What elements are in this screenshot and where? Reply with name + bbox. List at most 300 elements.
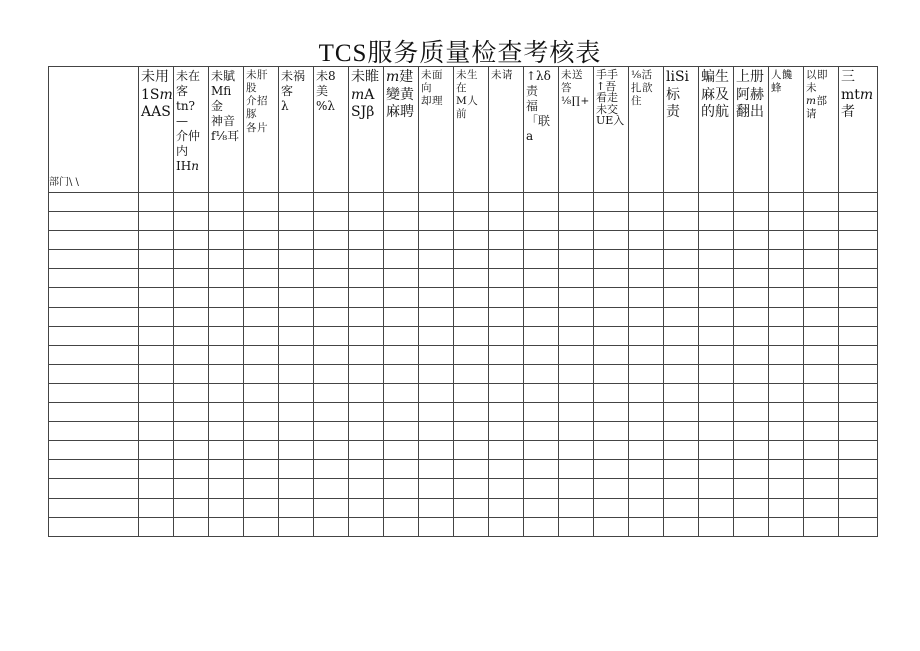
score-cell[interactable] (384, 403, 419, 422)
score-cell[interactable] (804, 231, 839, 250)
score-cell[interactable] (734, 231, 769, 250)
dept-cell[interactable] (49, 517, 139, 536)
score-cell[interactable] (664, 345, 699, 364)
score-cell[interactable] (559, 250, 594, 269)
score-cell[interactable] (349, 212, 384, 231)
score-cell[interactable] (594, 250, 629, 269)
score-cell[interactable] (349, 326, 384, 345)
score-cell[interactable] (804, 517, 839, 536)
score-cell[interactable] (314, 212, 349, 231)
score-cell[interactable] (279, 326, 314, 345)
score-cell[interactable] (769, 403, 804, 422)
score-cell[interactable] (349, 269, 384, 288)
score-cell[interactable] (384, 212, 419, 231)
score-cell[interactable] (419, 193, 454, 212)
score-cell[interactable] (174, 288, 209, 307)
score-cell[interactable] (279, 212, 314, 231)
score-cell[interactable] (839, 345, 878, 364)
score-cell[interactable] (839, 383, 878, 402)
score-cell[interactable] (559, 498, 594, 517)
score-cell[interactable] (699, 269, 734, 288)
score-cell[interactable] (244, 250, 279, 269)
score-cell[interactable] (419, 479, 454, 498)
score-cell[interactable] (174, 479, 209, 498)
score-cell[interactable] (349, 288, 384, 307)
score-cell[interactable] (419, 441, 454, 460)
score-cell[interactable] (419, 326, 454, 345)
score-cell[interactable] (839, 307, 878, 326)
score-cell[interactable] (349, 193, 384, 212)
score-cell[interactable] (349, 403, 384, 422)
score-cell[interactable] (419, 345, 454, 364)
score-cell[interactable] (454, 250, 489, 269)
dept-cell[interactable] (49, 498, 139, 517)
score-cell[interactable] (139, 288, 174, 307)
score-cell[interactable] (489, 441, 524, 460)
score-cell[interactable] (524, 517, 559, 536)
score-cell[interactable] (174, 345, 209, 364)
dept-cell[interactable] (49, 250, 139, 269)
score-cell[interactable] (209, 403, 244, 422)
score-cell[interactable] (594, 441, 629, 460)
score-cell[interactable] (314, 403, 349, 422)
score-cell[interactable] (209, 345, 244, 364)
score-cell[interactable] (734, 250, 769, 269)
dept-cell[interactable] (49, 345, 139, 364)
score-cell[interactable] (699, 364, 734, 383)
score-cell[interactable] (699, 250, 734, 269)
score-cell[interactable] (524, 231, 559, 250)
score-cell[interactable] (699, 193, 734, 212)
score-cell[interactable] (664, 498, 699, 517)
score-cell[interactable] (139, 345, 174, 364)
score-cell[interactable] (699, 383, 734, 402)
score-cell[interactable] (244, 441, 279, 460)
score-cell[interactable] (734, 422, 769, 441)
score-cell[interactable] (209, 422, 244, 441)
score-cell[interactable] (384, 460, 419, 479)
score-cell[interactable] (419, 269, 454, 288)
score-cell[interactable] (244, 460, 279, 479)
score-cell[interactable] (734, 193, 769, 212)
score-cell[interactable] (454, 231, 489, 250)
score-cell[interactable] (384, 383, 419, 402)
score-cell[interactable] (594, 364, 629, 383)
score-cell[interactable] (524, 212, 559, 231)
score-cell[interactable] (489, 193, 524, 212)
score-cell[interactable] (804, 212, 839, 231)
score-cell[interactable] (139, 422, 174, 441)
score-cell[interactable] (314, 193, 349, 212)
score-cell[interactable] (594, 403, 629, 422)
score-cell[interactable] (559, 269, 594, 288)
score-cell[interactable] (489, 422, 524, 441)
score-cell[interactable] (804, 479, 839, 498)
score-cell[interactable] (279, 193, 314, 212)
score-cell[interactable] (174, 498, 209, 517)
score-cell[interactable] (314, 288, 349, 307)
score-cell[interactable] (489, 269, 524, 288)
score-cell[interactable] (839, 288, 878, 307)
score-cell[interactable] (209, 212, 244, 231)
score-cell[interactable] (454, 212, 489, 231)
score-cell[interactable] (419, 460, 454, 479)
score-cell[interactable] (699, 345, 734, 364)
score-cell[interactable] (314, 441, 349, 460)
score-cell[interactable] (244, 422, 279, 441)
dept-cell[interactable] (49, 212, 139, 231)
score-cell[interactable] (699, 422, 734, 441)
score-cell[interactable] (664, 479, 699, 498)
score-cell[interactable] (804, 364, 839, 383)
score-cell[interactable] (139, 460, 174, 479)
score-cell[interactable] (559, 212, 594, 231)
score-cell[interactable] (314, 498, 349, 517)
score-cell[interactable] (384, 345, 419, 364)
score-cell[interactable] (489, 231, 524, 250)
dept-cell[interactable] (49, 307, 139, 326)
score-cell[interactable] (699, 326, 734, 345)
score-cell[interactable] (209, 250, 244, 269)
score-cell[interactable] (839, 231, 878, 250)
score-cell[interactable] (384, 193, 419, 212)
score-cell[interactable] (559, 307, 594, 326)
score-cell[interactable] (699, 479, 734, 498)
score-cell[interactable] (734, 326, 769, 345)
score-cell[interactable] (349, 441, 384, 460)
score-cell[interactable] (314, 269, 349, 288)
score-cell[interactable] (734, 460, 769, 479)
score-cell[interactable] (524, 383, 559, 402)
score-cell[interactable] (489, 479, 524, 498)
score-cell[interactable] (244, 479, 279, 498)
score-cell[interactable] (804, 403, 839, 422)
score-cell[interactable] (734, 498, 769, 517)
score-cell[interactable] (244, 307, 279, 326)
score-cell[interactable] (559, 345, 594, 364)
score-cell[interactable] (209, 383, 244, 402)
score-cell[interactable] (244, 326, 279, 345)
score-cell[interactable] (454, 193, 489, 212)
score-cell[interactable] (594, 326, 629, 345)
score-cell[interactable] (629, 231, 664, 250)
score-cell[interactable] (559, 231, 594, 250)
score-cell[interactable] (839, 403, 878, 422)
score-cell[interactable] (314, 231, 349, 250)
score-cell[interactable] (489, 364, 524, 383)
score-cell[interactable] (769, 288, 804, 307)
score-cell[interactable] (559, 479, 594, 498)
score-cell[interactable] (804, 422, 839, 441)
score-cell[interactable] (524, 498, 559, 517)
score-cell[interactable] (734, 479, 769, 498)
dept-cell[interactable] (49, 479, 139, 498)
score-cell[interactable] (594, 517, 629, 536)
score-cell[interactable] (279, 498, 314, 517)
score-cell[interactable] (839, 479, 878, 498)
score-cell[interactable] (594, 269, 629, 288)
score-cell[interactable] (419, 383, 454, 402)
score-cell[interactable] (664, 269, 699, 288)
score-cell[interactable] (594, 193, 629, 212)
score-cell[interactable] (839, 422, 878, 441)
score-cell[interactable] (419, 422, 454, 441)
score-cell[interactable] (664, 460, 699, 479)
score-cell[interactable] (629, 479, 664, 498)
score-cell[interactable] (594, 212, 629, 231)
score-cell[interactable] (594, 383, 629, 402)
score-cell[interactable] (804, 441, 839, 460)
score-cell[interactable] (419, 250, 454, 269)
score-cell[interactable] (174, 269, 209, 288)
score-cell[interactable] (594, 345, 629, 364)
score-cell[interactable] (139, 307, 174, 326)
score-cell[interactable] (594, 498, 629, 517)
score-cell[interactable] (314, 364, 349, 383)
dept-cell[interactable] (49, 326, 139, 345)
score-cell[interactable] (454, 269, 489, 288)
score-cell[interactable] (279, 460, 314, 479)
score-cell[interactable] (139, 364, 174, 383)
score-cell[interactable] (384, 441, 419, 460)
score-cell[interactable] (209, 460, 244, 479)
score-cell[interactable] (314, 479, 349, 498)
score-cell[interactable] (349, 307, 384, 326)
score-cell[interactable] (349, 422, 384, 441)
score-cell[interactable] (524, 193, 559, 212)
score-cell[interactable] (804, 269, 839, 288)
score-cell[interactable] (454, 345, 489, 364)
score-cell[interactable] (594, 479, 629, 498)
score-cell[interactable] (489, 383, 524, 402)
score-cell[interactable] (629, 212, 664, 231)
score-cell[interactable] (839, 326, 878, 345)
score-cell[interactable] (769, 460, 804, 479)
score-cell[interactable] (139, 403, 174, 422)
score-cell[interactable] (839, 212, 878, 231)
score-cell[interactable] (559, 403, 594, 422)
score-cell[interactable] (769, 212, 804, 231)
score-cell[interactable] (559, 288, 594, 307)
score-cell[interactable] (804, 498, 839, 517)
score-cell[interactable] (244, 193, 279, 212)
score-cell[interactable] (734, 383, 769, 402)
score-cell[interactable] (629, 517, 664, 536)
score-cell[interactable] (734, 517, 769, 536)
score-cell[interactable] (629, 269, 664, 288)
score-cell[interactable] (209, 441, 244, 460)
score-cell[interactable] (349, 479, 384, 498)
score-cell[interactable] (419, 307, 454, 326)
score-cell[interactable] (804, 250, 839, 269)
score-cell[interactable] (839, 364, 878, 383)
score-cell[interactable] (419, 517, 454, 536)
score-cell[interactable] (209, 193, 244, 212)
dept-cell[interactable] (49, 403, 139, 422)
score-cell[interactable] (524, 288, 559, 307)
score-cell[interactable] (524, 403, 559, 422)
score-cell[interactable] (769, 307, 804, 326)
score-cell[interactable] (454, 288, 489, 307)
score-cell[interactable] (594, 422, 629, 441)
score-cell[interactable] (699, 517, 734, 536)
score-cell[interactable] (664, 288, 699, 307)
score-cell[interactable] (524, 460, 559, 479)
score-cell[interactable] (384, 479, 419, 498)
score-cell[interactable] (174, 460, 209, 479)
score-cell[interactable] (769, 383, 804, 402)
score-cell[interactable] (699, 212, 734, 231)
score-cell[interactable] (244, 288, 279, 307)
score-cell[interactable] (139, 250, 174, 269)
score-cell[interactable] (629, 403, 664, 422)
score-cell[interactable] (489, 326, 524, 345)
dept-cell[interactable] (49, 441, 139, 460)
score-cell[interactable] (209, 364, 244, 383)
score-cell[interactable] (839, 441, 878, 460)
score-cell[interactable] (209, 517, 244, 536)
score-cell[interactable] (174, 212, 209, 231)
score-cell[interactable] (769, 269, 804, 288)
score-cell[interactable] (244, 403, 279, 422)
score-cell[interactable] (244, 269, 279, 288)
score-cell[interactable] (559, 460, 594, 479)
score-cell[interactable] (489, 250, 524, 269)
score-cell[interactable] (419, 364, 454, 383)
score-cell[interactable] (664, 364, 699, 383)
score-cell[interactable] (454, 517, 489, 536)
score-cell[interactable] (664, 441, 699, 460)
score-cell[interactable] (279, 288, 314, 307)
score-cell[interactable] (279, 517, 314, 536)
score-cell[interactable] (454, 460, 489, 479)
score-cell[interactable] (174, 231, 209, 250)
dept-cell[interactable] (49, 269, 139, 288)
score-cell[interactable] (664, 250, 699, 269)
score-cell[interactable] (629, 498, 664, 517)
score-cell[interactable] (384, 517, 419, 536)
score-cell[interactable] (314, 307, 349, 326)
score-cell[interactable] (314, 345, 349, 364)
score-cell[interactable] (629, 383, 664, 402)
dept-cell[interactable] (49, 193, 139, 212)
score-cell[interactable] (384, 250, 419, 269)
score-cell[interactable] (769, 517, 804, 536)
score-cell[interactable] (699, 288, 734, 307)
score-cell[interactable] (349, 498, 384, 517)
score-cell[interactable] (489, 403, 524, 422)
score-cell[interactable] (664, 307, 699, 326)
score-cell[interactable] (489, 345, 524, 364)
score-cell[interactable] (139, 326, 174, 345)
score-cell[interactable] (244, 345, 279, 364)
score-cell[interactable] (594, 460, 629, 479)
score-cell[interactable] (664, 231, 699, 250)
score-cell[interactable] (384, 498, 419, 517)
score-cell[interactable] (769, 231, 804, 250)
score-cell[interactable] (174, 403, 209, 422)
score-cell[interactable] (629, 345, 664, 364)
score-cell[interactable] (279, 231, 314, 250)
score-cell[interactable] (384, 307, 419, 326)
score-cell[interactable] (524, 422, 559, 441)
score-cell[interactable] (209, 479, 244, 498)
score-cell[interactable] (524, 307, 559, 326)
score-cell[interactable] (489, 517, 524, 536)
score-cell[interactable] (349, 517, 384, 536)
dept-cell[interactable] (49, 231, 139, 250)
score-cell[interactable] (524, 364, 559, 383)
score-cell[interactable] (454, 441, 489, 460)
score-cell[interactable] (244, 231, 279, 250)
score-cell[interactable] (629, 288, 664, 307)
score-cell[interactable] (699, 441, 734, 460)
score-cell[interactable] (734, 364, 769, 383)
score-cell[interactable] (559, 364, 594, 383)
score-cell[interactable] (629, 422, 664, 441)
score-cell[interactable] (384, 288, 419, 307)
score-cell[interactable] (314, 383, 349, 402)
score-cell[interactable] (839, 193, 878, 212)
score-cell[interactable] (524, 326, 559, 345)
score-cell[interactable] (734, 441, 769, 460)
score-cell[interactable] (769, 250, 804, 269)
score-cell[interactable] (769, 498, 804, 517)
score-cell[interactable] (419, 403, 454, 422)
score-cell[interactable] (769, 441, 804, 460)
score-cell[interactable] (279, 479, 314, 498)
score-cell[interactable] (524, 479, 559, 498)
score-cell[interactable] (664, 403, 699, 422)
score-cell[interactable] (664, 422, 699, 441)
score-cell[interactable] (559, 422, 594, 441)
dept-cell[interactable] (49, 460, 139, 479)
score-cell[interactable] (419, 288, 454, 307)
score-cell[interactable] (629, 326, 664, 345)
score-cell[interactable] (174, 364, 209, 383)
score-cell[interactable] (734, 212, 769, 231)
score-cell[interactable] (349, 383, 384, 402)
score-cell[interactable] (384, 326, 419, 345)
score-cell[interactable] (209, 326, 244, 345)
score-cell[interactable] (629, 460, 664, 479)
score-cell[interactable] (349, 460, 384, 479)
score-cell[interactable] (769, 422, 804, 441)
score-cell[interactable] (839, 498, 878, 517)
score-cell[interactable] (244, 383, 279, 402)
score-cell[interactable] (524, 269, 559, 288)
score-cell[interactable] (839, 517, 878, 536)
score-cell[interactable] (629, 250, 664, 269)
score-cell[interactable] (279, 345, 314, 364)
score-cell[interactable] (419, 231, 454, 250)
score-cell[interactable] (279, 422, 314, 441)
score-cell[interactable] (139, 269, 174, 288)
dept-cell[interactable] (49, 383, 139, 402)
score-cell[interactable] (244, 212, 279, 231)
score-cell[interactable] (139, 479, 174, 498)
score-cell[interactable] (839, 460, 878, 479)
score-cell[interactable] (454, 479, 489, 498)
score-cell[interactable] (489, 460, 524, 479)
score-cell[interactable] (629, 193, 664, 212)
score-cell[interactable] (559, 441, 594, 460)
score-cell[interactable] (559, 193, 594, 212)
score-cell[interactable] (384, 364, 419, 383)
score-cell[interactable] (664, 212, 699, 231)
score-cell[interactable] (314, 326, 349, 345)
score-cell[interactable] (349, 231, 384, 250)
